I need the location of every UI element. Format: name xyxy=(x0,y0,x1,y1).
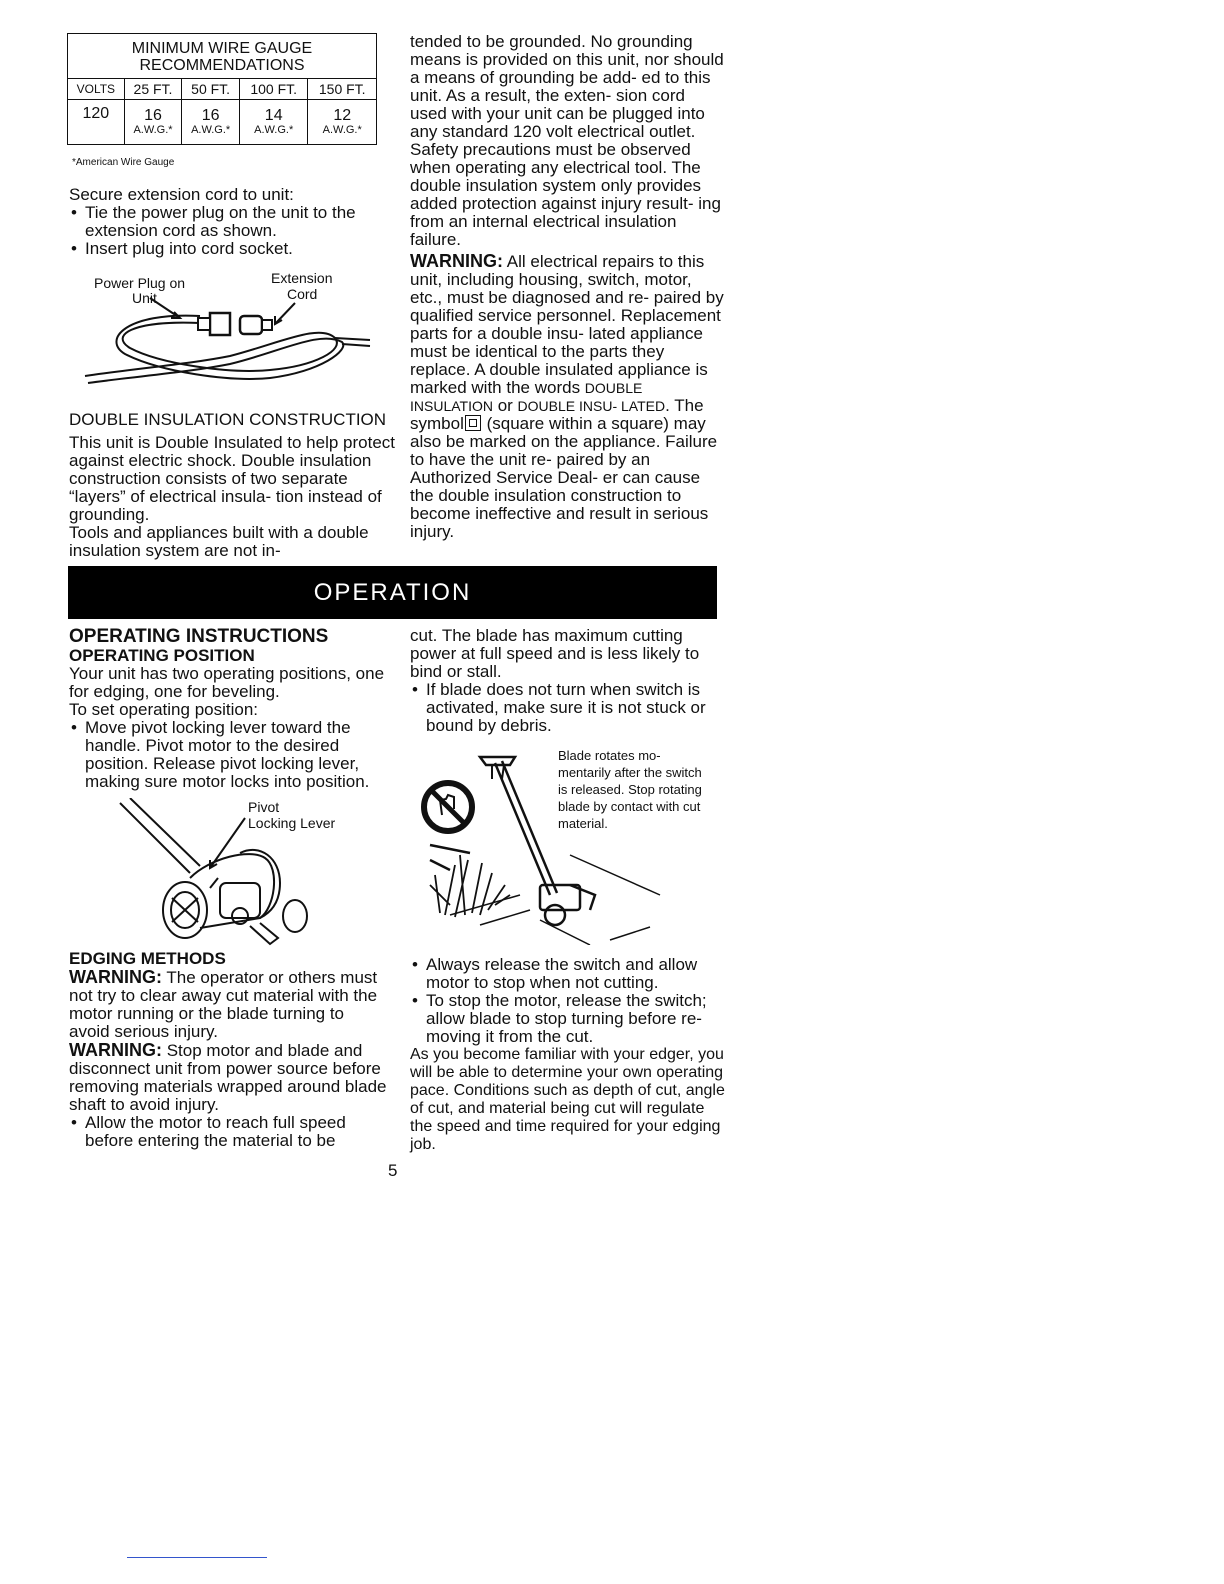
no-hands-icon xyxy=(424,783,472,831)
wire-table-title xyxy=(68,34,377,79)
fig-label-unit: Unit xyxy=(132,290,157,306)
fig-caption-blade-rotates: Blade rotates mo- mentarily after the switch is released. Stop rotating blade by contact with cut material. xyxy=(558,748,702,831)
col-header-150ft: 150 FT. xyxy=(308,79,377,100)
warning-text: Stop motor and blade and disconnect unit from power source before removing materials wrapped around blade shaft to avoid injury. xyxy=(69,1041,387,1114)
gauge-value: 16 xyxy=(144,107,162,124)
edging-bullet-1: • Allow the motor to reach full speed before entering the material to be xyxy=(69,1114,389,1150)
operating-bullet-1: • Move pivot locking lever toward the handle. Pivot motor to the desired position. Release pivot locking lever, making sure motor locks into position. xyxy=(69,719,389,791)
warning-text: The operator or others must not try to clear away cut material with the motor running or the blade turning to avoid serious injury. xyxy=(69,968,378,1041)
edging-methods-heading: EDGING METHODS xyxy=(69,949,226,968)
page-number: 5 xyxy=(388,1161,398,1180)
edging-methods-section xyxy=(69,950,389,1150)
cell-gauge-50ft xyxy=(182,100,240,145)
operation-banner xyxy=(68,566,717,619)
gauge-unit: A.W.G.* xyxy=(322,124,362,136)
fig-label-pivot: Pivot xyxy=(248,799,280,815)
right-bottom-bullet-1: • If blade does not turn when switch is activated, make sure it is not stuck or bound by debris. xyxy=(410,681,726,735)
right-bottom-bullet-2: • Always release the switch and allow motor to stop when not cutting. xyxy=(410,956,726,992)
warning-text: All electrical repairs to this unit, including housing, switch, motor, etc., must be diagnosed and re- paired by qualified service personnel. Replacement parts for a double insu- lated appliance must be identical to the parts they replace. A double insulated appliance is marked with the words xyxy=(410,252,724,397)
double-insulation-p2: Tools and appliances built with a double insulation system are not in- xyxy=(69,523,369,560)
right-top-column xyxy=(410,33,726,541)
operating-instructions-section xyxy=(69,627,389,791)
edger-scene-drawing xyxy=(410,745,710,945)
right-top-p1: tended to be grounded. No grounding means is provided on this unit, nor should a means of grounding be add- ed to this unit. As a result, the exten- sion cord used with your unit can be plugged into any standard 120 volt electrical outlet. xyxy=(410,32,724,141)
left-top-column xyxy=(69,186,381,258)
right-bottom-p2: As you become familiar with your edger, you will be able to determine your own operating pace. Conditions such as depth of cut, angle of cut, and material being cut will regulate the speed and time required for your edging job. xyxy=(410,1046,725,1153)
gauge-unit: A.W.G.* xyxy=(254,124,294,136)
fig-label-locking-lever: Locking Lever xyxy=(248,815,336,831)
cell-gauge-25ft xyxy=(124,100,182,145)
edger-in-use-figure xyxy=(410,745,710,945)
small-caps-double-insulation: DOUBLE INSULATION xyxy=(410,380,643,414)
wire-gauge-table xyxy=(67,33,377,145)
col-header-volts: VOLTS xyxy=(68,79,125,100)
col-header-100ft: 100 FT. xyxy=(239,79,308,100)
after-symbol-text: (square within a square) may also be marked on the appliance. Failure to have the unit re- paired by an Authorized Service Deal- er can cause the double insulation construction to become ineffective and result in serious injury. xyxy=(410,414,718,541)
bottom-rule xyxy=(127,1557,267,1558)
pivot-lever-figure xyxy=(100,798,380,948)
double-insulation-section xyxy=(69,411,399,560)
gauge-unit: A.W.G.* xyxy=(191,124,231,136)
double-insulation-heading: DOUBLE INSULATION CONSTRUCTION xyxy=(69,410,387,429)
right-bottom-column xyxy=(410,627,726,735)
edger-pivot-drawing xyxy=(100,798,380,948)
col-header-50ft: 50 FT. xyxy=(182,79,240,100)
cell-volts: 120 xyxy=(68,100,125,145)
right-top-p2: Safety precautions must be observed when operating any electrical tool. The double insulation system only provides added protection against injury result- ing from an internal electrical insulation failure. xyxy=(410,140,721,249)
operating-p1: Your unit has two operating positions, one for edging, one for beveling. xyxy=(69,664,385,701)
or-word: or xyxy=(492,396,518,415)
gauge-value: 12 xyxy=(333,107,352,124)
double-insulation-p1: This unit is Double Insulated to help protect against electric shock. Double insulation construction consists of two separate “layers” of electrical insula- tion instead of grounding. xyxy=(69,433,396,524)
extension-cord-figure xyxy=(80,268,380,398)
wire-table-title-line2: RECOMMENDATIONS xyxy=(139,57,305,74)
warning-label: WARNING: xyxy=(410,251,503,271)
right-bottom-bullet-3: • To stop the motor, release the switch; allow blade to stop turning before re- moving it from the cut. xyxy=(410,992,726,1046)
gauge-unit: A.W.G.* xyxy=(133,124,173,136)
fig-label-cord: Cord xyxy=(287,286,318,302)
double-square-icon xyxy=(465,415,481,431)
right-bottom-lower xyxy=(410,956,726,1154)
cell-gauge-150ft xyxy=(308,100,377,145)
warning-label: WARNING: xyxy=(69,1040,162,1060)
operating-p2: To set operating position: xyxy=(69,700,259,719)
right-top-warning xyxy=(410,252,726,541)
extension-cord-drawing xyxy=(80,268,380,398)
operating-position-heading: OPERATING POSITION xyxy=(69,646,255,665)
warning-label: WARNING: xyxy=(69,967,162,987)
wire-table-title-line1: MINIMUM WIRE GAUGE xyxy=(131,40,313,57)
right-bottom-p1: cut. The blade has maximum cutting power at full speed and is less likely to bind or stall. xyxy=(410,626,700,681)
edging-warning-1 xyxy=(69,968,389,1041)
secure-intro: Secure extension cord to unit: xyxy=(69,185,294,204)
gauge-value: 16 xyxy=(201,107,220,124)
cell-gauge-100ft xyxy=(239,100,308,145)
symbol-text: . The symbol xyxy=(410,396,704,433)
gauge-value: 14 xyxy=(264,107,283,124)
fig-label-power-plug: Power Plug on xyxy=(94,275,186,291)
fig-label-extension: Extension xyxy=(271,270,333,286)
operation-title: OPERATION xyxy=(313,579,472,606)
secure-bullet-1: • Tie the power plug on the unit to the extension cord as shown. xyxy=(69,204,381,240)
secure-bullet-2: • Insert plug into cord socket. xyxy=(69,240,381,258)
wire-table-footnote: *American Wire Gauge xyxy=(72,157,175,168)
small-caps-double-insulated: DOUBLE INSU- LATED xyxy=(517,398,666,414)
col-header-25ft: 25 FT. xyxy=(124,79,182,100)
edging-warning-2 xyxy=(69,1041,389,1114)
operating-instructions-heading: OPERATING INSTRUCTIONS xyxy=(69,626,329,647)
